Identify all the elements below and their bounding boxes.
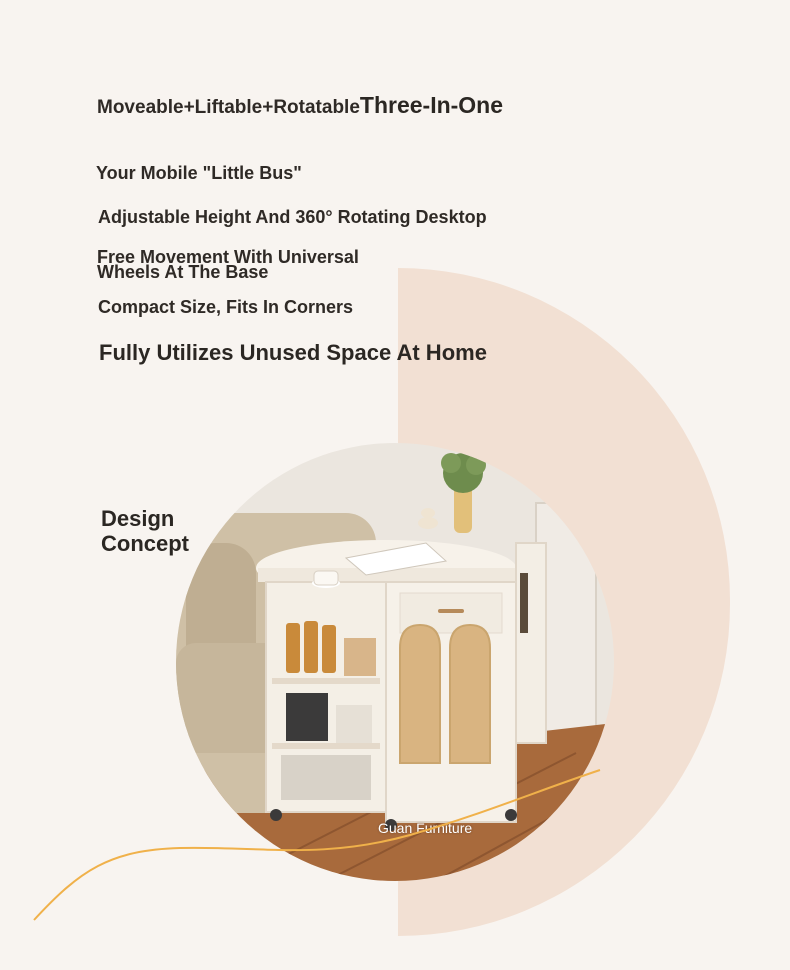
feature-utilizes-space: Fully Utilizes Unused Space At Home: [99, 340, 487, 365]
feature-universal-wheels: Free Movement With Universal Wheels At The Base: [97, 247, 359, 282]
feature-mobile-bus: Your Mobile "Little Bus": [96, 163, 302, 183]
brand-watermark: Guan Furniture: [378, 820, 473, 836]
feature-adjustable-height: Adjustable Height And 360° Rotating Desktop: [98, 207, 487, 227]
feature-compact-size: Compact Size, Fits In Corners: [98, 297, 354, 317]
headline-prefix: Moveable+Liftable+Rotatable: [97, 97, 360, 118]
design-line-2: Concept: [101, 531, 189, 556]
design-line-1: Design: [101, 506, 175, 531]
headline-main: Three-In-One: [359, 92, 504, 118]
